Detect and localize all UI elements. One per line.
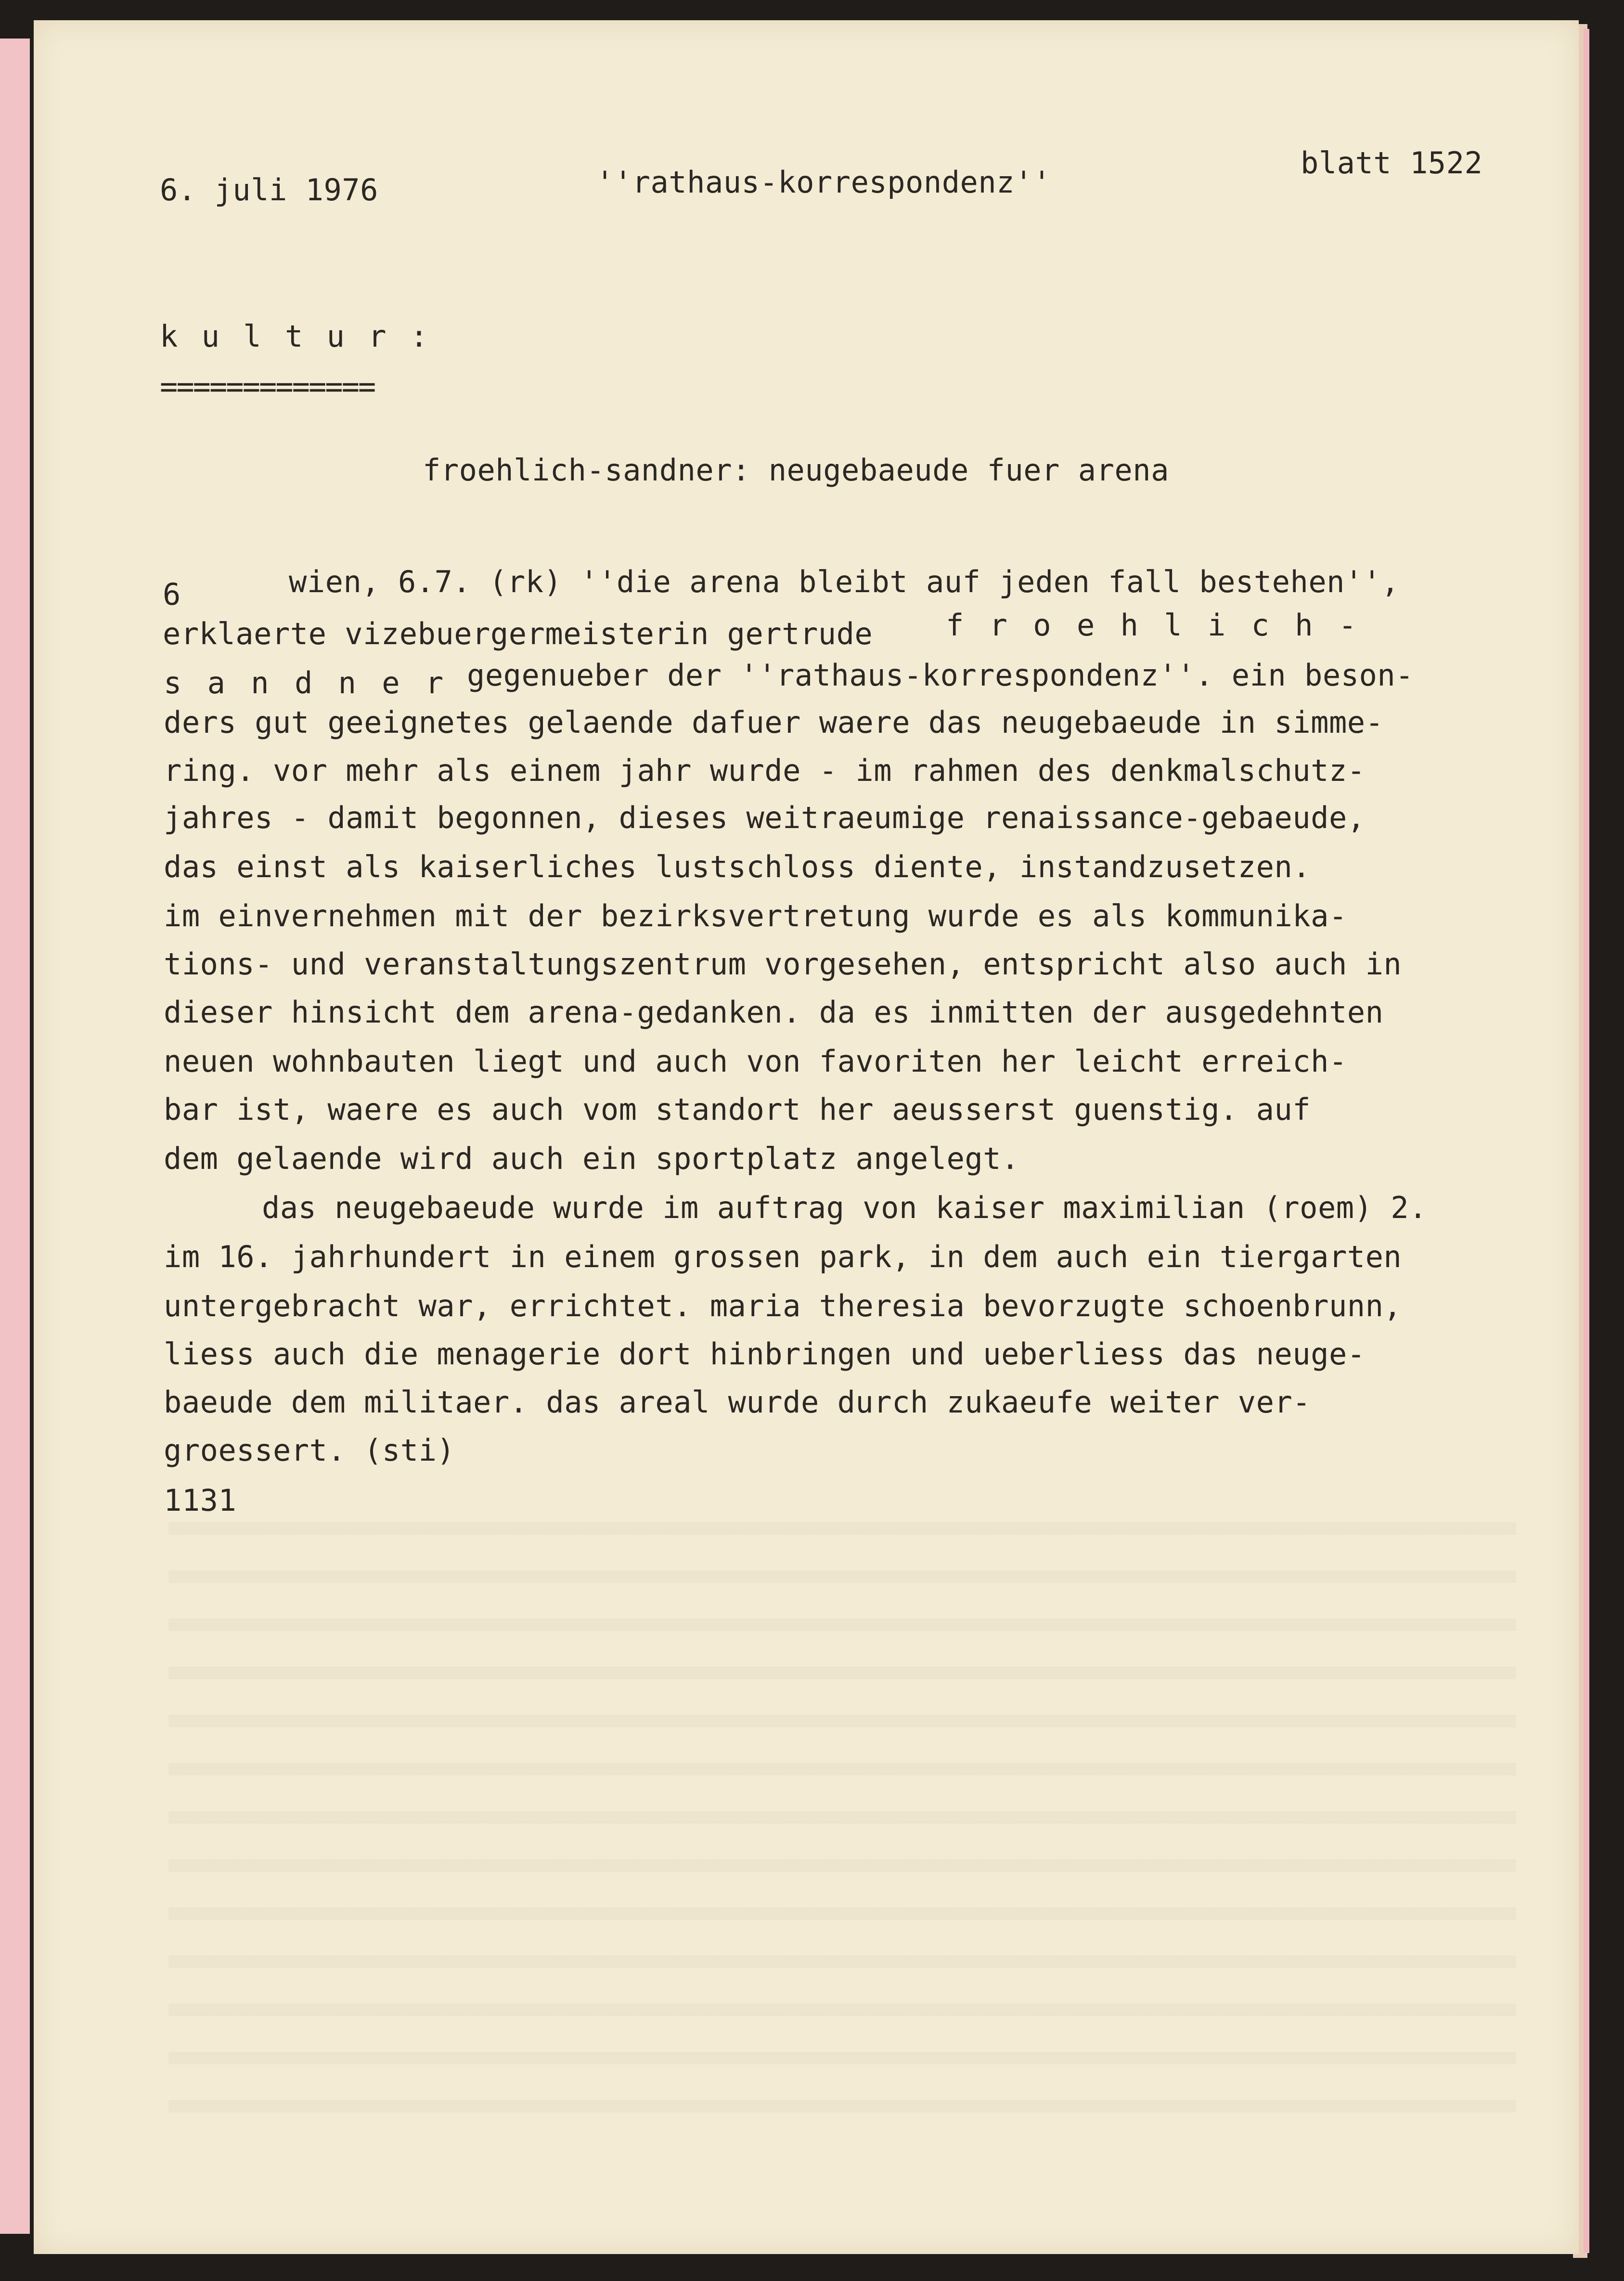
body-line-17: liess auch die menagerie dort hinbringen und ueberliess das neuge- bbox=[164, 1336, 1366, 1372]
body-name-spaced-1: f r o e h l i c h - bbox=[946, 608, 1361, 643]
body-line-10: dieser hinsicht dem arena-gedanken. da es inmitten der ausgedehnten bbox=[164, 995, 1384, 1030]
section-underline: ============= bbox=[160, 369, 375, 404]
bleed-through-texture bbox=[168, 1522, 1516, 2148]
header-publication: ''rathaus-korrespondenz'' bbox=[596, 165, 1051, 200]
body-line-4: ders gut geeignetes gelaende dafuer waere das neugebaeude in simme- bbox=[164, 705, 1384, 740]
body-line-3: gegenueber der ''rathaus-korrespondenz''. ein beson- bbox=[467, 658, 1414, 693]
body-line-14: das neugebaeude wurde im auftrag von kaiser maximilian (roem) 2. bbox=[262, 1190, 1427, 1225]
body-name-spaced-2: s a n d n e r bbox=[164, 665, 448, 700]
body-line-1: wien, 6.7. (rk) ''die arena bleibt auf jeden fall bestehen'', bbox=[289, 564, 1400, 599]
body-line-18: baeude dem militaer. das areal wurde durch zukaeufe weiter ver- bbox=[164, 1385, 1311, 1420]
document-sheet bbox=[34, 20, 1579, 2254]
body-line-15: im 16. jahrhundert in einem grossen park, in dem auch ein tiergarten bbox=[164, 1239, 1402, 1274]
footer-code: 1131 bbox=[164, 1483, 237, 1518]
body-line-11: neuen wohnbauten liegt und auch von favoriten her leicht erreich- bbox=[164, 1044, 1347, 1079]
body-line-6: jahres - damit begonnen, dieses weitraeumige renaissance-gebaeude, bbox=[164, 800, 1366, 835]
body-line-8: im einvernehmen mit der bezirksvertretung wurde es als kommunika- bbox=[164, 898, 1347, 933]
body-line-9: tions- und veranstaltungszentrum vorgesehen, entspricht also auch in bbox=[164, 946, 1402, 982]
body-line-7: das einst als kaiserliches lustschloss diente, instandzusetzen. bbox=[164, 849, 1311, 884]
next-page-edge bbox=[1584, 29, 1589, 2253]
body-line-13: dem gelaende wird auch ein sportplatz angelegt. bbox=[164, 1141, 1019, 1176]
body-line-5: ring. vor mehr als einem jahr wurde - im rahmen des denkmalschutz- bbox=[164, 753, 1366, 788]
article-headline: froehlich-sandner: neugebaeude fuer arena bbox=[423, 453, 1169, 488]
article-marker: 6 bbox=[163, 577, 181, 612]
binder-edge bbox=[0, 39, 30, 2234]
body-line-19: groessert. (sti) bbox=[164, 1433, 455, 1468]
header-date: 6. juli 1976 bbox=[160, 172, 378, 207]
header-sheet-number: blatt 1522 bbox=[1301, 145, 1483, 181]
body-line-16: untergebracht war, errichtet. maria theresia bevorzugte schoenbrunn, bbox=[164, 1288, 1402, 1323]
body-line-12: bar ist, waere es auch vom standort her aeusserst guenstig. auf bbox=[164, 1092, 1311, 1127]
body-line-2: erklaerte vizebuergermeisterin gertrude bbox=[163, 616, 873, 651]
section-label: k u l t u r : bbox=[160, 319, 431, 354]
